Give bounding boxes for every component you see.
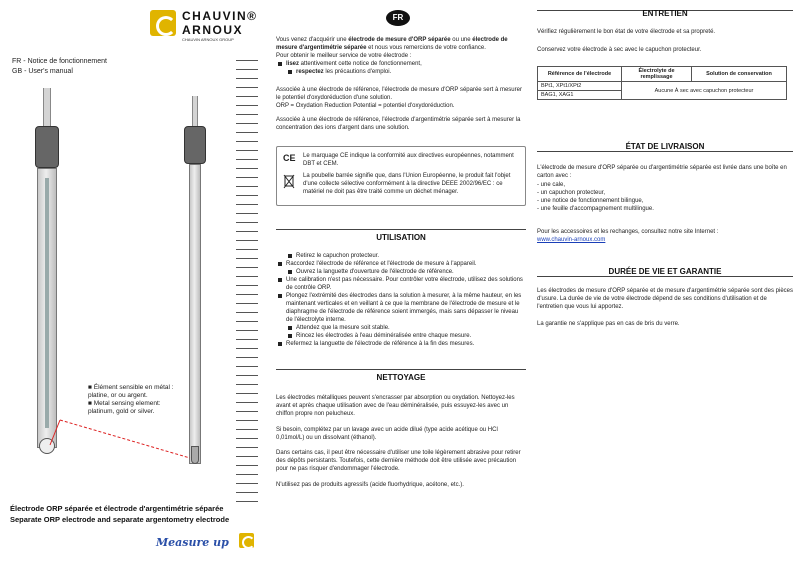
brand-group: CHAUVIN ARNOUX GROUP (182, 37, 234, 42)
crossed-bin-icon (283, 173, 295, 189)
utilisation-item: Refermez la languette de l'électrode de référence à la fin des mesures. (276, 340, 526, 348)
intro-orp (276, 86, 526, 110)
brand-line-2: ARNOUX (182, 23, 244, 37)
chauvin-arnoux-logo (150, 8, 270, 42)
nettoyage-title: NETTOYAGE (376, 373, 426, 382)
livraison-p1: L'électrode de mesure d'ORP séparée ou d'argentimétrie séparée est livrée dans une boîte en carton avec : (537, 165, 787, 179)
table-header: Solution de conservation (692, 67, 787, 82)
ce-text: Le marquage CE indique la conformité aux directives européennes, notamment DBT et CEM. (303, 153, 514, 167)
intro-bold: lisez (286, 61, 300, 67)
utilisation-list (276, 252, 526, 348)
rule (537, 276, 793, 277)
table-header-row (538, 67, 787, 82)
figure-note-fr: Élément sensible en métal : platine, or ou argent. (88, 384, 174, 399)
brand-line-1: CHAUVIN® (182, 9, 258, 23)
nettoyage-p2: Si besoin, complétez par un lavage avec un acide dilué (type acide acétique ou HCl 0,01mol/L) ou un dissolvant (éthanol). (276, 427, 498, 441)
figure-note (88, 384, 180, 416)
nettoyage-p3: Dans certains cas, il peut être nécessaire d'utiliser une toile légèrement abrasive pour retirer des dépôts persistants. Toutefois, cette dernière méthode doit être utilisée avec précaution pour ne pas risquer d'endommager l'électrode. (276, 450, 521, 472)
rule (537, 151, 793, 152)
figure-note-en: Metal sensing element: platinum, gold or silver. (88, 400, 161, 415)
intro-text: les précautions d'emploi. (323, 69, 392, 75)
ce-mark-icon: CE (283, 153, 296, 163)
livraison-item: - un capuchon protecteur, (537, 190, 606, 196)
livraison-item: - une feuille d'accompagnement multilingue. (537, 206, 654, 212)
rule (276, 369, 526, 370)
intro-bullet (276, 68, 526, 76)
intro-text: et nous vous remercions de votre confiance. (366, 45, 486, 51)
table-cell-merged: Aucune À sec avec capuchon protecteur (622, 82, 787, 100)
lang-code: GB (12, 68, 23, 75)
intro-paragraph (276, 36, 526, 76)
intro-bold: électrode de mesure d'ORP séparée (348, 37, 451, 43)
utilisation-item: Plongez l'extrémité des électrodes dans la solution à mesurer, à la même hauteur, en les maintenant verticales et en veillant à ce que la membrane de l'électrode de mesure et le diaphragme de l'électrode de référence soient immergés, mais sans dépasser le niveau de l'électrolyte interne. (276, 292, 526, 324)
utilisation-item: Ouvrez la languette d'ouverture de l'électrode de référence. (276, 268, 526, 276)
intro-bold: respectez (296, 69, 324, 75)
livraison-item: - une notice de fonctionnement bilingue, (537, 198, 644, 204)
duree-p1: Les électrodes de mesure d'ORP séparée et de mesure d'argentimétrie séparée sont des pièces d'usure. La durée de vie de votre électrode dépend de ses conditions d'utilisation et de l'entretien que vous lui apportez. (537, 288, 793, 310)
intro-bullet (276, 60, 526, 68)
utilisation-item: Une calibration n'est pas nécessaire. Pour contrôler votre électrode, utilisez des solutions de contrôle ORP. (276, 276, 526, 292)
bullet-square-icon: ■ (88, 384, 92, 391)
entretien-title: ENTRETIEN (642, 9, 688, 18)
intro-orp-def: ORP = Oxydation Reduction Potential = potentiel d'oxydoréduction. (276, 103, 455, 109)
lang-label: Notice de fonctionnement (27, 58, 107, 65)
utilisation-item: Attendez que la mesure soit stable. (276, 324, 526, 332)
conservation-table (537, 66, 787, 100)
utilisation-item: Rincez les électrodes à l'eau déminéralisée entre chaque mesure. (276, 332, 526, 340)
livraison-title: ÉTAT DE LIVRAISON (625, 142, 705, 151)
brand-mark-small-icon (239, 533, 254, 548)
rule (276, 229, 526, 230)
language-gb: GB - User's manual (12, 68, 73, 75)
utilisation-title: UTILISATION (376, 233, 426, 242)
entretien-p1: Vérifiez régulièrement le bon état de votre électrode et sa propreté. (537, 29, 716, 35)
duree-title: DURÉE DE VIE ET GARANTIE (608, 267, 722, 276)
intro-orp-text: Associée à une électrode de référence, l'électrode de mesure d'ORP séparée sert à mesurer le potentiel d'oxydoréduction d'une solution. (276, 87, 522, 101)
language-fr: FR - Notice de fonctionnement (12, 58, 107, 65)
ce-weee-box (276, 146, 526, 206)
table-cell: BPt1, XPt1/XPt2 (538, 82, 622, 91)
livraison-list (537, 181, 793, 213)
livraison-item: - une cale, (537, 182, 566, 188)
duree-p2: La garantie ne s'applique pas en cas de bris du verre. (537, 321, 680, 327)
utilisation-item: Raccordez l'électrode de référence et l'électrode de mesure à l'appareil. (276, 260, 526, 268)
caption-fr: Électrode ORP séparée et électrode d'argentimétrie séparée (10, 504, 224, 513)
intro-line: Pour obtenir le meilleur service de votre électrode : (276, 53, 412, 59)
lang-code: FR (12, 58, 22, 65)
livraison-p2: Pour les accessoires et les rechanges, consultez notre site Internet : (537, 229, 719, 235)
intro-text: attentivement cette notice de fonctionnement, (299, 61, 422, 67)
intro-bold: électrode de mesure d'argentimétrie séparée (276, 37, 508, 51)
nettoyage-p1: Les électrodes métalliques peuvent s'encrasser par absorption ou oxydation. Nettoyez-les avant et après chaque utilisation avec de l'eau déminéralisée, puis essuyez-les avec un chiffon propre non pelucheux. (276, 395, 515, 417)
entretien-p2: Conservez votre électrode à sec avec le capuchon protecteur. (537, 47, 702, 53)
table-header: Référence de l'électrode (538, 67, 622, 82)
caption-en: Separate ORP electrode and separate argentometry electrode (10, 515, 230, 524)
lang-label: User's manual (28, 68, 73, 75)
utilisation-item: Retirez le capuchon protecteur. (276, 252, 526, 260)
intro-text: Vous venez d'acquérir une (276, 37, 349, 43)
language-badge: FR (386, 10, 410, 26)
nettoyage-p4: N'utilisez pas de produits agressifs (acide fluorhydrique, acétone, etc.). (276, 482, 464, 488)
intro-text: ou une (450, 37, 473, 43)
table-cell: BAG1, XAG1 (538, 91, 622, 100)
brand-mark-icon (150, 10, 176, 36)
slogan: Measure up (156, 536, 229, 549)
intro-argentometry: Associée à une électrode de référence, l'électrode d'argentimétrie séparée sert à mesurer la concentration des ions d'argent dans une solution. (276, 117, 521, 131)
weee-text: La poubelle barrée signifie que, dans l'Union Européenne, le produit fait l'objet d'une collecte sélective conformément à la directive DEEE 2002/96/EC : ce matériel ne doit pas être traité comme un déchet ménager. (303, 173, 511, 195)
table-row (538, 82, 787, 91)
bullet-square-icon: ■ (88, 400, 92, 407)
decorative-rules (236, 60, 258, 510)
table-header: Électrolyte de remplissage (622, 67, 692, 82)
website-link[interactable]: www.chauvin-arnoux.com (537, 237, 606, 243)
